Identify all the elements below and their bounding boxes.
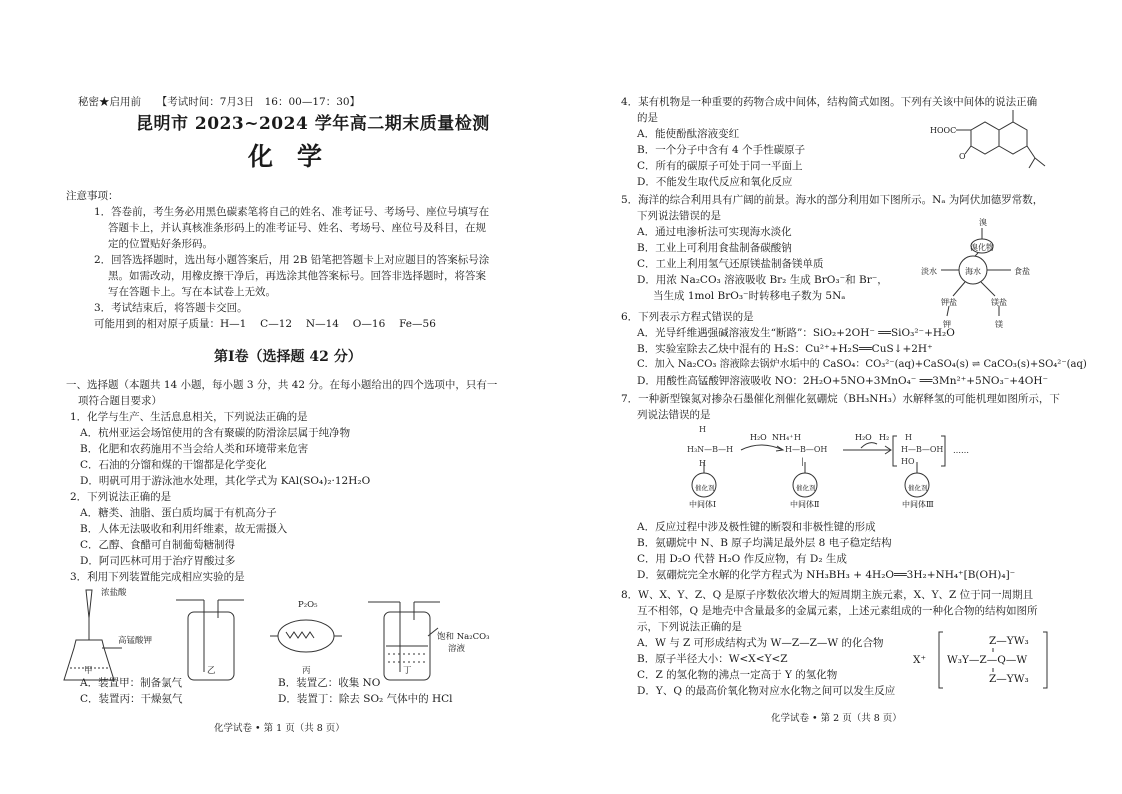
question-5-stem: 5．海洋的综合利用具有广阔的前景。海水的部分利用如下图所示。Nₐ 为阿伏加德罗常数， xyxy=(621,194,1044,206)
scheme-h2: H₂ xyxy=(879,433,890,442)
question-7-option: A．反应过程中涉及极性键的断裂和非极性键的形成 xyxy=(637,521,876,533)
notice-line: 黑。如需改动，用橡皮擦干净后，再选涂其他答案标号。回答非选择题时，将答案 xyxy=(108,270,486,282)
question-8-stem: 互不相邻，Q 是地壳中含量最多的金属元素，上述元素组成的一种化合物的结构如图所 xyxy=(637,605,1038,617)
question-5-option: B．工业上可利用食盐制备碳酸钠 xyxy=(637,242,792,254)
label-solution: 饱和 Na₂CO₃ xyxy=(437,632,490,642)
svg-text:HO: HO xyxy=(901,457,915,466)
question-7-option: B．氨硼烷中 N、B 原子均满足最外层 8 电子稳定结构 xyxy=(637,537,892,549)
scheme-nh4: NH₄⁺ xyxy=(772,433,794,442)
scheme-dots: …… xyxy=(953,446,969,455)
question-1-option: A．杭州亚运会场馆使用的含有聚碳的防滑涂层属于纯净物 xyxy=(80,427,351,439)
question-5-option: D．用浓 Na₂CO₃ 溶液吸收 Br₂ 生成 BrO₃⁻和 Br⁻， xyxy=(637,274,888,286)
question-2-option: B．人体无法吸收和利用纤维素，故无需摄入 xyxy=(80,523,288,535)
question-4-option: B．一个分子中含有 4 个手性碳原子 xyxy=(637,144,806,156)
notice-line: 答题卡上，并认真核准条形码上的准考证号、姓名、考场号、座位号及科目，在规 xyxy=(108,222,486,234)
question-3-option: D．装置丁：除去 SO₂ 气体中的 HCl xyxy=(278,693,453,705)
question-4-stem: 的是 xyxy=(637,112,658,124)
svg-text:H: H xyxy=(905,433,912,442)
question-6-stem: 6．下列表示方程式错误的是 xyxy=(621,311,754,323)
subject-title: 化学 xyxy=(248,142,347,171)
label-jia: 甲 xyxy=(84,666,93,676)
svg-text:H₃N—B—H: H₃N—B—H xyxy=(687,445,734,454)
exam-title: 昆明市 2023~2024 学年高二期末质量检测 xyxy=(136,114,490,134)
apparatus-jia xyxy=(64,590,122,680)
diagram-potassium-salt: 钾盐 xyxy=(941,298,957,307)
question-3-option: C．装置丙：干燥氨气 xyxy=(80,693,183,705)
question-6-option: B．实验室除去乙炔中混有的 H₂S：Cu²⁺+H₂S══CuS↓+2H⁺ xyxy=(637,343,933,355)
diagram-bromine: 溴 xyxy=(979,218,987,227)
question-2-stem: 2．下列说法正确的是 xyxy=(70,491,172,503)
intermediate-2-label: 中间体Ⅱ xyxy=(790,500,820,509)
q8-bottom-group: Z—YW₃ xyxy=(989,673,1029,685)
question-8-option: D．Y、Q 的最高价氧化物对应水化物之间可以发生反应 xyxy=(637,685,896,697)
page-footer: 化学试卷 • 第 2 页（共 8 页） xyxy=(771,713,902,724)
label-ding: 丁 xyxy=(403,666,412,676)
notice-line: 1．答卷前，考生务必用黑色碳素笔将自己的姓名、准考证号、考场号、座位号填写在 xyxy=(94,206,490,218)
question-7-option: D．氨硼烷完全水解的化学方程式为 NH₃BH₃ + 4H₂O══3H₂+NH₄⁺[B(OH)₄]⁻ xyxy=(637,569,1016,581)
notice-line: 写在答题卡上。写在本试卷上无效。 xyxy=(108,286,276,298)
label-yi: 乙 xyxy=(207,666,216,676)
label-p2o5: P₂O₅ xyxy=(298,600,318,610)
question-8-option: A．W 与 Z 可形成结构式为 W—Z—Z—W 的化合物 xyxy=(637,637,884,649)
question-5-option: C．工业上利用氢气还原镁盐制备镁单质 xyxy=(637,258,824,270)
question-4-option: D．不能发生取代反应和氧化反应 xyxy=(637,176,793,188)
diagram-potassium: 钾 xyxy=(943,320,951,329)
label-kmno4: 高锰酸钾 xyxy=(118,636,153,646)
hooc-label: HOOC xyxy=(930,126,957,135)
svg-text:H—B—OH: H—B—OH xyxy=(785,445,828,454)
question-1-stem: 1．化学与生产、生活息息相关，下列说法正确的是 xyxy=(70,411,308,423)
scheme-h2o-1: H₂O xyxy=(750,433,767,442)
q8-top-group: Z—YW₃ xyxy=(989,635,1029,647)
notice-line: 3．考试结束后，将答题卡交回。 xyxy=(94,302,248,314)
question-3-stem: 3．利用下列装置能完成相应实验的是 xyxy=(70,571,245,583)
svg-text:|: | xyxy=(801,457,804,466)
label-bing: 丙 xyxy=(302,666,311,676)
page-footer: 化学试卷 • 第 1 页（共 8 页） xyxy=(214,723,345,734)
question-4-option: A．能使酚酞溶液变红 xyxy=(637,128,740,140)
catalyst-label: 催化剂 xyxy=(908,484,928,492)
q4-oxygen: O xyxy=(959,152,966,161)
intermediate-3-label: 中间体Ⅲ xyxy=(902,500,934,509)
question-8-stem: 示，下列说法正确的是 xyxy=(637,621,742,633)
atomic-masses: 可能用到的相对原子质量：H—1 C—12 N—14 O—16 Fe—56 xyxy=(94,318,436,330)
q8-structure xyxy=(561,0,1122,794)
question-3-option: B．装置乙：收集 NO xyxy=(278,677,381,689)
question-5-option: A．通过电渗析法可实现海水淡化 xyxy=(637,226,792,238)
notice-title: 注意事项： xyxy=(66,190,119,202)
diagram-seawater: 海水 xyxy=(965,267,981,276)
intermediate-1-label: 中间体Ⅰ xyxy=(689,500,717,509)
apparatus-bing xyxy=(270,620,342,652)
page-2 xyxy=(561,0,1122,794)
question-6-option: A．光导纤维遇强碱溶液发生“断路”：SiO₂+2OH⁻ ══SiO₃²⁻+H₂O xyxy=(637,327,955,339)
diagram-magnesium: 镁 xyxy=(995,320,1003,329)
question-1-option: D．明矾可用于游泳池水处理，其化学式为 KAl(SO₄)₂·12H₂O xyxy=(80,475,371,487)
notice-line: 定的位置贴好条形码。 xyxy=(108,238,213,250)
diagram-magnesium-salt: 镁盐 xyxy=(991,298,1007,307)
q8-middle-chain: W₃Y—Z—Q—W xyxy=(947,654,1028,666)
question-6-option: D．用酸性高锰酸钾溶液吸收 NO：2H₂O+5NO+3MnO₄⁻ ══3Mn²⁺+5NO₃⁻+4OH⁻ xyxy=(637,375,1049,387)
instruction-line: 项符合题目要求） xyxy=(78,395,162,407)
question-8-option: B．原子半径大小：W<X<Y<Z xyxy=(637,653,788,665)
question-2-option: A．糖类、油脂、蛋白质均属于有机高分子 xyxy=(80,507,277,519)
label-conc-acid: 浓盐酸 xyxy=(101,588,127,598)
label-solution-2: 溶液 xyxy=(448,644,466,654)
catalyst-label: 催化剂 xyxy=(695,484,715,492)
question-7-stem: 列说法错误的是 xyxy=(637,409,711,421)
question-4-option: C．所有的碳原子可处于同一平面上 xyxy=(637,160,803,172)
scheme-h2o-2: H₂O xyxy=(855,433,872,442)
question-1-option: B．化肥和农药施用不当会给人类和环境带来危害 xyxy=(80,443,309,455)
svg-text:H: H xyxy=(699,459,706,468)
question-2-option: C．乙醇、食醋可自制葡萄糖制得 xyxy=(80,539,236,551)
confidential-header: 秘密★启用前 【考试时间：7月3日 16：00—17：30】 xyxy=(78,96,361,108)
diagram-bromide: 溴化物 xyxy=(970,243,994,252)
q8-cation: X⁺ xyxy=(913,654,927,666)
section-title: 第Ⅰ卷（选择题 42 分） xyxy=(214,349,362,365)
instruction-line: 一、选择题（本题共 14 小题，每小题 3 分，共 42 分。在每小题给出的四个选项中，只有一 xyxy=(66,379,498,391)
question-8-stem: 8．W、X、Y、Z、Q 是原子序数依次增大的短周期主族元素，X、Y、Z 位于同一周期且 xyxy=(621,589,1034,601)
question-8-option: C．Z 的氢化物的沸点一定高于 Y 的氢化物 xyxy=(637,669,838,681)
svg-text:H: H xyxy=(794,433,801,442)
svg-text:H—B—OH: H—B—OH xyxy=(901,445,944,454)
catalyst-label: 催化剂 xyxy=(796,484,816,492)
question-1-option: C．石油的分馏和煤的干馏都是化学变化 xyxy=(80,459,267,471)
question-6-option: C．加入 Na₂CO₃ 溶液除去锅炉水垢中的 CaSO₄：CO₃²⁻(aq)+CaSO₄(s) ⇌ CaCO₃(s)+SO₄²⁻(aq) xyxy=(637,359,1087,370)
question-7-option: C．用 D₂O 代替 H₂O 作反应物，有 D₂ 生成 xyxy=(637,553,847,565)
notice-line: 2．回答选择题时，选出每小题答案后，用 2B 铅笔把答题卡上对应题目的答案标号涂 xyxy=(94,254,490,266)
svg-text:H: H xyxy=(699,425,706,434)
question-2-option: D．阿司匹林可用于治疗胃酸过多 xyxy=(80,555,236,567)
question-7-stem: 7．一种新型镍氮对掺杂石墨催化剂催化氨硼烷（BH₃NH₃）水解释氢的可能机理如图所示，下 xyxy=(621,393,1060,405)
diagram-fresh-water: 淡水 xyxy=(921,267,937,276)
question-3-option: A．装置甲：制备氯气 xyxy=(80,677,183,689)
question-5-option: 当生成 1mol BrO₃⁻时转移电子数为 5Nₐ xyxy=(653,290,846,302)
question-4-stem: 4．某有机物是一种重要的药物合成中间体，结构简式如图。下列有关该中间体的说法正确 xyxy=(621,96,1038,108)
diagram-salt: 食盐 xyxy=(1014,267,1030,276)
question-5-stem: 下列说法错误的是 xyxy=(637,210,721,222)
